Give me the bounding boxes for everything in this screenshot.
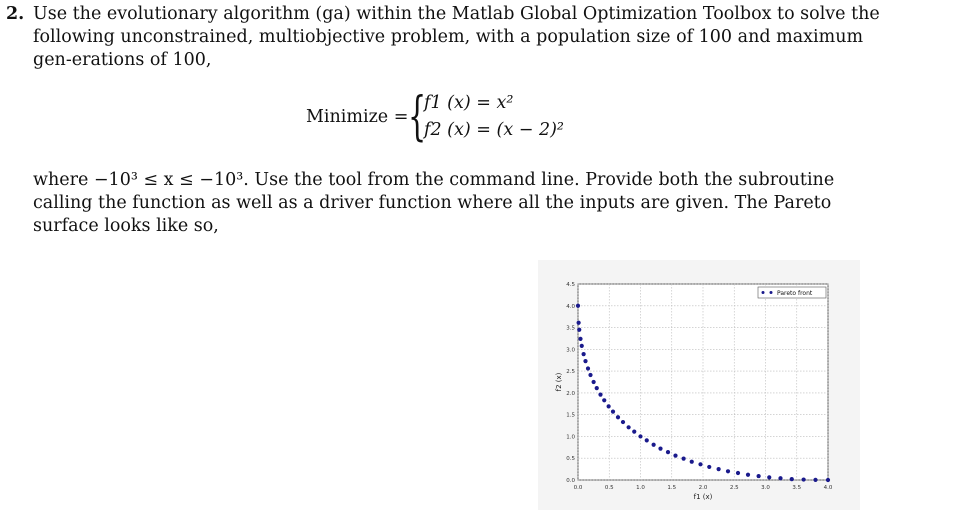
y-tick-label: 4.5 (566, 282, 575, 288)
pareto-point (726, 469, 730, 473)
pareto-chart (538, 260, 860, 510)
problem-text: Use the evolutionary algorithm (ga) within the Matlab Global Optimization Toolbox to solve the following unconstrained, multiobjective problem, with a population size of 100 and maximum gen-erations of 100, (33, 4, 880, 70)
minimize-label: Minimize = (306, 107, 409, 127)
equation-f2: f2 (x) = (x − 2)² (424, 120, 564, 140)
pareto-point (666, 450, 670, 454)
pareto-point (627, 425, 631, 429)
pareto-point (746, 473, 750, 477)
pareto-point (698, 462, 702, 466)
pareto-point (690, 460, 694, 464)
pareto-point (577, 328, 581, 332)
legend-marker (770, 291, 773, 294)
pareto-point (582, 352, 586, 356)
pareto-point (632, 430, 636, 434)
y-tick-label: 0.0 (566, 478, 575, 484)
pareto-point (602, 398, 606, 402)
pareto-point (645, 438, 649, 442)
pareto-point (616, 415, 620, 419)
y-axis-label: f2 (x) (555, 372, 563, 392)
legend-label: Pareto front (777, 290, 813, 297)
x-axis-label: f1 (x) (693, 493, 713, 501)
pareto-point (588, 373, 592, 377)
x-tick-label: 0.5 (604, 485, 614, 491)
y-tick-label: 2.5 (566, 369, 575, 376)
pareto-point (813, 478, 817, 482)
pareto-point (621, 420, 625, 424)
legend-marker (762, 291, 765, 294)
pareto-chart-panel (538, 260, 860, 510)
y-tick-label: 1.0 (566, 434, 575, 441)
pareto-point (790, 477, 794, 481)
pareto-point (717, 467, 721, 471)
x-tick-label: 2.0 (698, 485, 708, 491)
pareto-point (577, 321, 581, 325)
pareto-point (652, 443, 656, 447)
pareto-point (592, 380, 596, 384)
pareto-point (778, 476, 782, 480)
pareto-point (576, 304, 580, 308)
pareto-point (598, 393, 602, 397)
pareto-point (583, 359, 587, 363)
pareto-point (595, 386, 599, 390)
problem-number: 2. (6, 4, 25, 24)
y-tick-label: 4.0 (566, 303, 575, 310)
pareto-point (611, 410, 615, 414)
y-tick-label: 0.5 (566, 456, 575, 463)
pareto-point (757, 474, 761, 478)
pareto-point (802, 477, 806, 481)
pareto-point (607, 404, 611, 408)
pareto-point (673, 454, 677, 458)
where-paragraph: where −10³ ≤ x ≤ −10³. Use the tool from the command line. Provide both the subroutine calling the function as well as a driver function where all the inputs are given. The Pareto surface looks like so, (33, 170, 835, 236)
pareto-point (682, 457, 686, 461)
problem-statement (6, 3, 893, 72)
pareto-point (658, 447, 662, 451)
pareto-point (578, 337, 582, 341)
y-tick-label: 3.0 (566, 347, 575, 354)
x-tick-label: 1.5 (667, 485, 677, 491)
pareto-point (826, 478, 830, 482)
y-tick-label: 3.5 (566, 325, 575, 332)
left-brace: { (408, 87, 427, 147)
pareto-point (736, 471, 740, 475)
x-tick-label: 3.5 (792, 485, 802, 491)
x-tick-label: 2.5 (729, 485, 739, 491)
pareto-point (580, 344, 584, 348)
pareto-point (767, 475, 771, 479)
x-tick-label: 1.0 (636, 485, 645, 491)
x-tick-label: 3.0 (761, 485, 770, 491)
pareto-point (707, 465, 711, 469)
pareto-point (638, 434, 642, 438)
pareto-point (586, 366, 590, 370)
equation-f1: f1 (x) = x² (424, 93, 514, 113)
x-tick-label: 4.0 (823, 485, 833, 491)
plot-area (578, 284, 828, 480)
y-tick-label: 2.0 (566, 390, 575, 397)
x-tick-label: 0.0 (573, 485, 583, 491)
y-tick-label: 1.5 (566, 412, 575, 419)
